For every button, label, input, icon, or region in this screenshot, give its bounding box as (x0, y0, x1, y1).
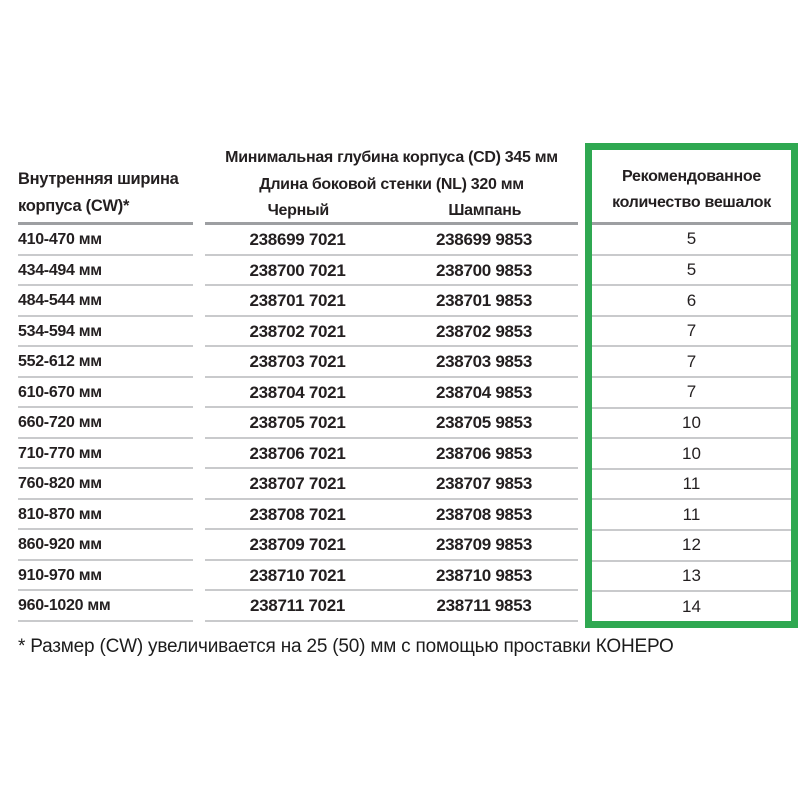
product-table (0, 140, 585, 622)
cell-code-champagne: 238711 9853 (436, 596, 532, 616)
table-row (0, 591, 585, 622)
cell-code-black: 238711 7021 (249, 596, 346, 616)
cell-hanger-count: 12 (682, 535, 701, 555)
hanger-count-row (592, 286, 791, 317)
column-header-width (18, 166, 203, 220)
table-row (0, 500, 585, 531)
cell-code-champagne: 238702 9853 (436, 321, 532, 341)
hanger-count-row (592, 592, 791, 621)
cell-hanger-count: 10 (682, 443, 701, 463)
hanger-count-row (592, 439, 791, 470)
cell-width-range: 810-870 мм (18, 505, 102, 523)
cell-hanger-count: 10 (682, 412, 701, 432)
hanger-count-row (592, 347, 791, 378)
cell-code-black: 238702 7021 (249, 321, 346, 341)
cell-width-range: 534-594 мм (18, 322, 102, 340)
cell-width-range: 610-670 мм (18, 383, 102, 401)
cell-hanger-count: 5 (686, 259, 697, 279)
cell-width-range: 710-770 мм (18, 444, 102, 462)
cell-code-black: 238704 7021 (249, 382, 346, 402)
cell-code-black: 238708 7021 (249, 504, 346, 524)
cell-code-champagne: 238709 9853 (436, 535, 532, 555)
subheader-row (205, 198, 578, 225)
column-header-group (205, 145, 578, 225)
cell-width-range: 910-970 мм (18, 566, 102, 584)
group-header-depth: Минимальная глубина корпуса (CD) 345 мм (225, 149, 558, 166)
cell-width-range: 552-612 мм (18, 353, 102, 371)
cell-code-champagne: 238706 9853 (436, 443, 532, 463)
column-header-black: Черный (267, 202, 329, 219)
cell-code-champagne: 238704 9853 (436, 382, 532, 402)
table-row (0, 378, 585, 409)
table-row (0, 469, 585, 500)
cell-hanger-count: 7 (686, 382, 697, 402)
cell-hanger-count: 13 (682, 566, 701, 585)
column-header-width-line2: корпуса (CW)* (18, 197, 130, 215)
cell-code-black: 238699 7021 (249, 230, 346, 250)
hanger-count-row (592, 409, 791, 440)
cell-code-champagne: 238705 9853 (436, 413, 532, 433)
highlight-box (585, 143, 798, 628)
hanger-count-row (592, 225, 791, 256)
cell-hanger-count: 7 (686, 351, 697, 371)
cell-hanger-count: 14 (682, 596, 701, 616)
column-header-hangers (592, 150, 791, 225)
cell-code-champagne: 238701 9853 (436, 291, 532, 311)
table-row (0, 225, 585, 256)
hanger-count-row (592, 562, 791, 593)
column-header-champagne: Шампань (448, 202, 522, 219)
cell-width-range: 860-920 мм (18, 536, 102, 554)
table-body (0, 225, 585, 622)
cell-width-range: 660-720 мм (18, 414, 102, 432)
cell-hanger-count: 11 (682, 474, 701, 494)
cell-code-black: 238700 7021 (249, 260, 346, 280)
cell-code-champagne: 238708 9853 (436, 504, 532, 524)
hanger-count-row (592, 531, 791, 562)
column-header-hangers-line2: количество вешалок (612, 194, 771, 211)
hanger-count-row (592, 500, 791, 531)
table-row (0, 408, 585, 439)
cell-hanger-count: 7 (686, 321, 697, 341)
cell-code-black: 238701 7021 (249, 291, 346, 311)
cell-width-range: 484-544 мм (18, 292, 102, 310)
table-header (0, 140, 585, 225)
cell-code-champagne: 238700 9853 (436, 260, 532, 280)
cell-code-champagne: 238699 9853 (436, 230, 532, 250)
cell-code-black: 238710 7021 (249, 565, 346, 585)
row-divider (205, 620, 578, 622)
hanger-count-row (592, 256, 791, 287)
cell-code-champagne: 238703 9853 (436, 352, 532, 372)
cell-code-champagne: 238707 9853 (436, 474, 532, 494)
hanger-count-row (592, 378, 791, 409)
cell-code-black: 238705 7021 (249, 413, 346, 433)
table-row (0, 256, 585, 287)
hanger-count-row (592, 470, 791, 501)
table-row (0, 561, 585, 592)
table-row (0, 286, 585, 317)
hanger-count-row (592, 317, 791, 348)
table-row (0, 530, 585, 561)
column-header-hangers-line1: Рекомендованное (622, 168, 761, 185)
cell-width-range: 434-494 мм (18, 261, 102, 279)
cell-code-black: 238709 7021 (249, 535, 346, 555)
footnote: * Размер (CW) увеличивается на 25 (50) мм с помощью проставки КОНЕРО (18, 636, 674, 657)
group-header-side-length: Длина боковой стенки (NL) 320 мм (259, 175, 524, 193)
cell-width-range: 760-820 мм (18, 475, 102, 493)
cell-code-black: 238706 7021 (249, 443, 346, 463)
cell-width-range: 410-470 мм (18, 231, 102, 249)
table-row (0, 439, 585, 470)
cell-hanger-count: 5 (686, 229, 697, 249)
table-row (0, 317, 585, 348)
cell-code-champagne: 238710 9853 (436, 565, 532, 585)
table-row (0, 347, 585, 378)
hangers-body (592, 225, 791, 621)
cell-code-black: 238707 7021 (249, 474, 346, 494)
cell-hanger-count: 6 (686, 290, 697, 310)
cell-width-range: 960-1020 мм (18, 597, 111, 615)
row-divider (18, 620, 193, 622)
column-header-width-line1: Внутренняя ширина (18, 170, 179, 188)
cell-hanger-count: 11 (682, 504, 701, 524)
cell-code-black: 238703 7021 (249, 352, 346, 372)
